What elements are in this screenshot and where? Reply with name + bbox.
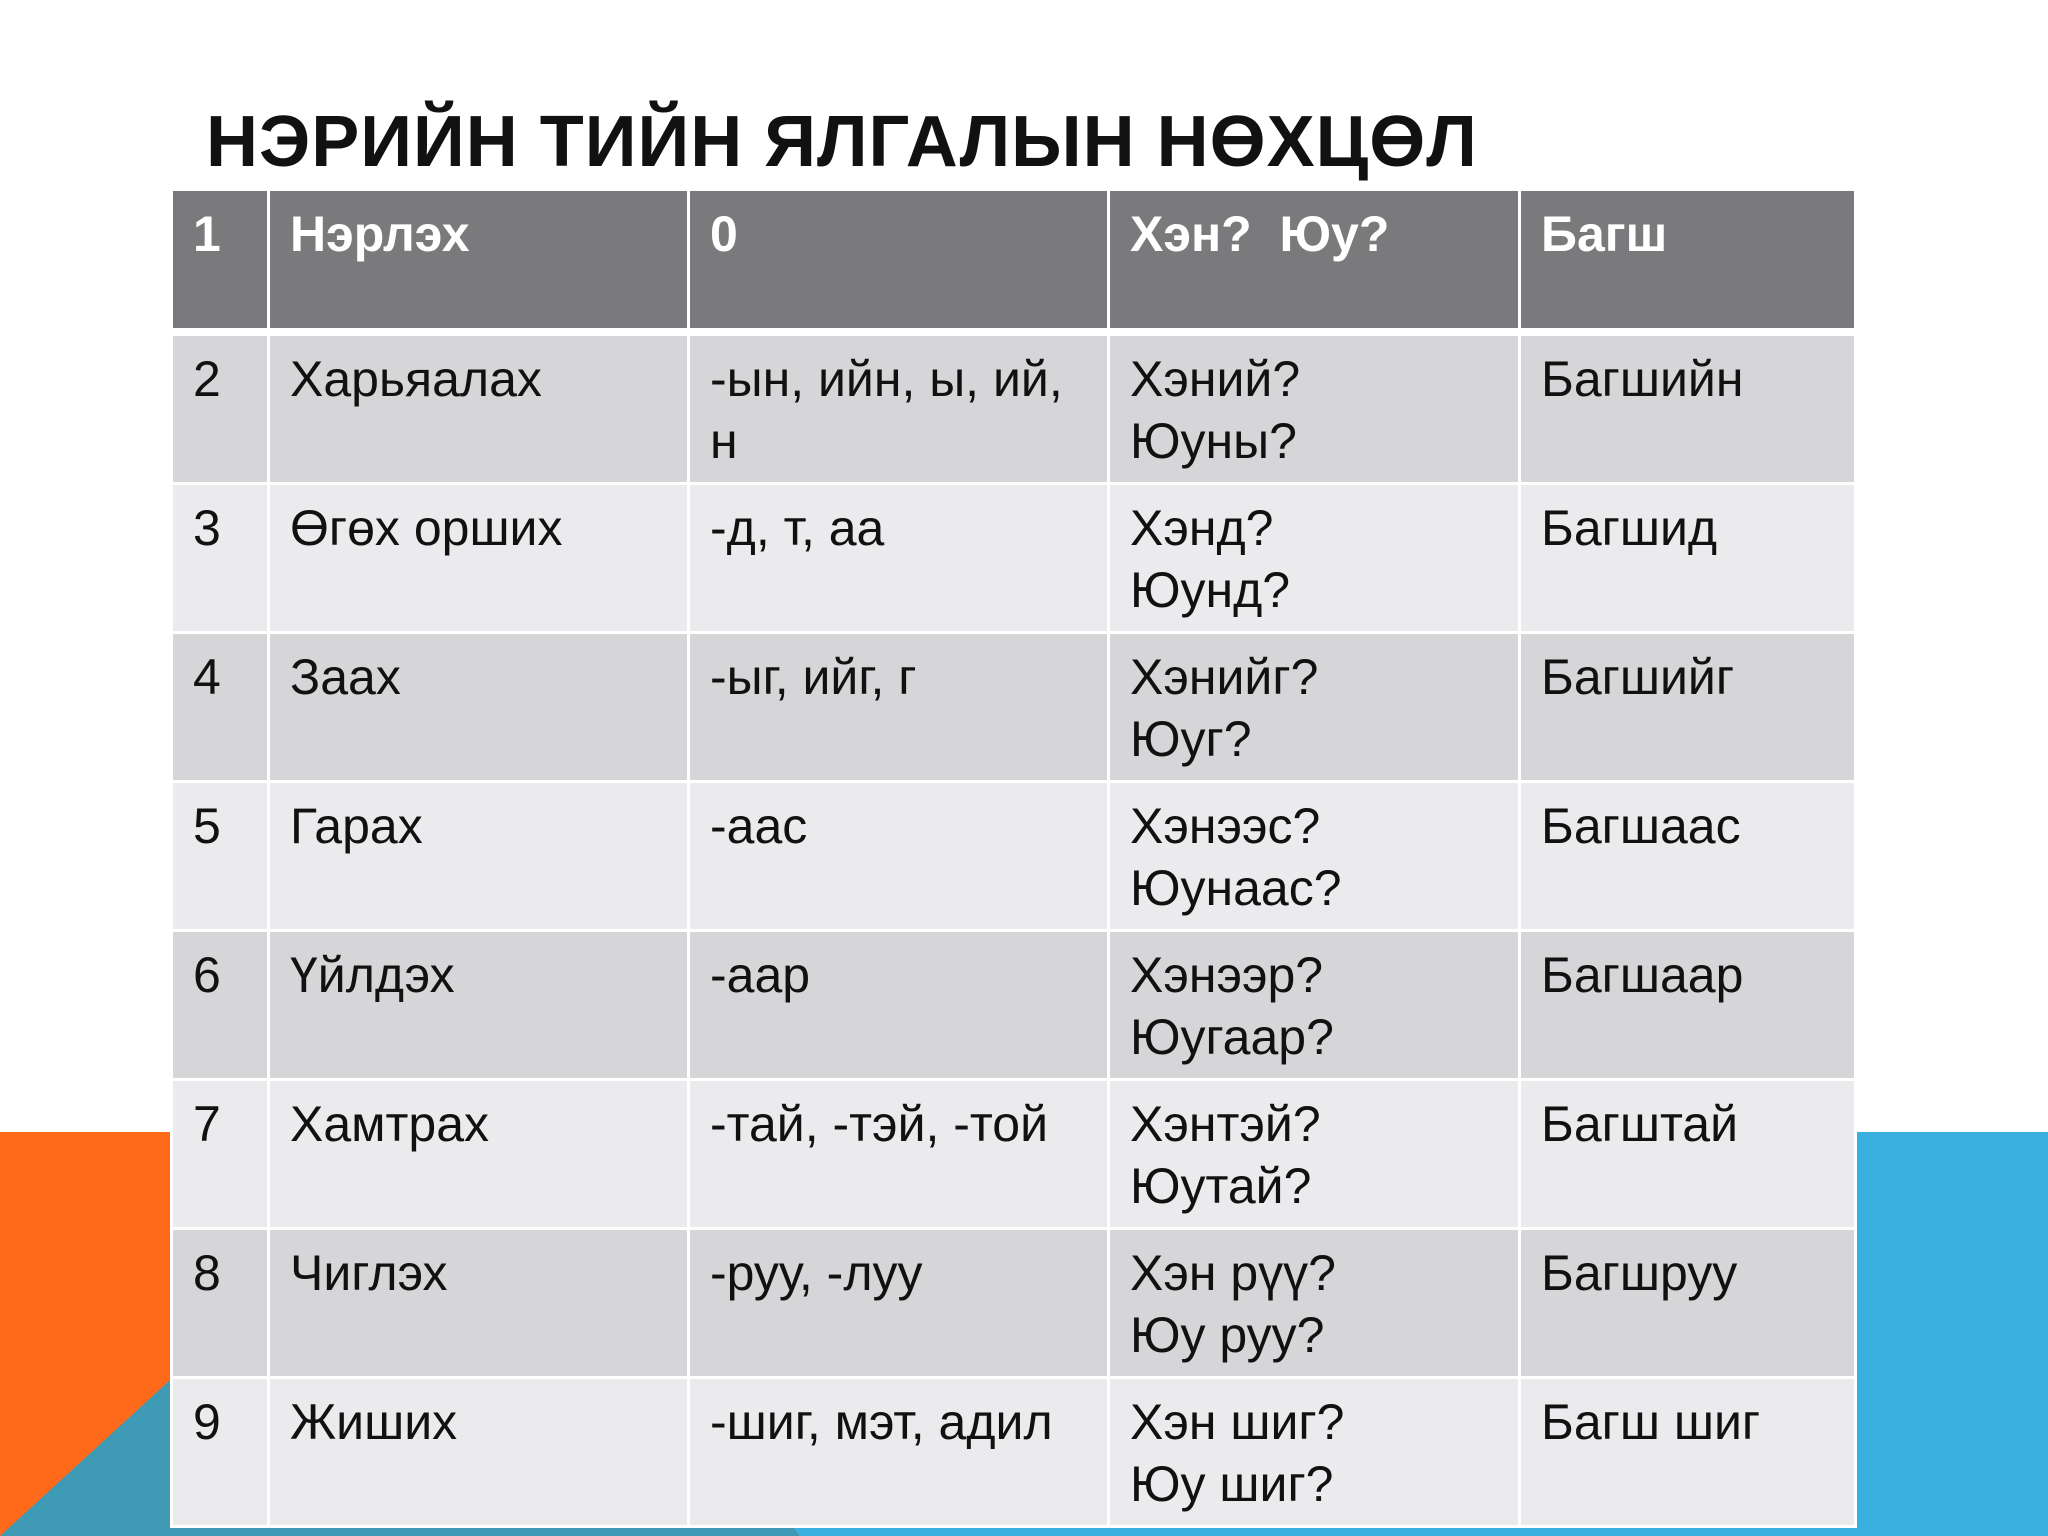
- question-what: Юу руу?: [1130, 1306, 1325, 1363]
- row-num: 5: [172, 781, 269, 930]
- table-row: [172, 1377, 1856, 1526]
- row-question: [1109, 930, 1520, 1079]
- row-num: 8: [172, 1228, 269, 1377]
- row-question: [1109, 1228, 1520, 1377]
- row-suffix: -аар: [689, 930, 1109, 1079]
- row-question: [1109, 332, 1520, 484]
- row-case: Харьяалах: [269, 332, 689, 484]
- question-who: Хэнтэй?: [1130, 1095, 1321, 1152]
- row-suffix: -ыг, ийг, г: [689, 632, 1109, 781]
- question-who: Хэнээр?: [1130, 946, 1324, 1003]
- row-question: [1109, 632, 1520, 781]
- question-what: Юунд?: [1130, 561, 1291, 618]
- row-example: Багшид: [1520, 483, 1856, 632]
- table-row: [172, 781, 1856, 930]
- row-example: Багшаар: [1520, 930, 1856, 1079]
- row-question: [1109, 1377, 1520, 1526]
- row-example: Багш шиг: [1520, 1377, 1856, 1526]
- table-header-row: [172, 190, 1856, 332]
- question-who: Хэнд?: [1130, 499, 1274, 556]
- header-num: 1: [172, 190, 269, 332]
- question-what: Юутай?: [1130, 1157, 1312, 1214]
- row-num: 4: [172, 632, 269, 781]
- table-row: [172, 483, 1856, 632]
- row-case: Хамтрах: [269, 1079, 689, 1228]
- row-num: 2: [172, 332, 269, 484]
- blue-accent-shape: [1854, 1132, 2048, 1536]
- header-suffix: 0: [689, 190, 1109, 332]
- row-example: Багшаас: [1520, 781, 1856, 930]
- question-who: Хэнээс?: [1130, 797, 1321, 854]
- table-row: [172, 332, 1856, 484]
- row-example: Багшийн: [1520, 332, 1856, 484]
- header-question: Хэн? Юу?: [1109, 190, 1520, 332]
- row-num: 9: [172, 1377, 269, 1526]
- question-what: Юугаар?: [1130, 1008, 1334, 1065]
- row-suffix: -тай, -тэй, -той: [689, 1079, 1109, 1228]
- row-suffix: -аас: [689, 781, 1109, 930]
- row-case: Чиглэх: [269, 1228, 689, 1377]
- header-example: Багш: [1520, 190, 1856, 332]
- case-suffix-table: [170, 188, 1857, 1528]
- row-question: [1109, 1079, 1520, 1228]
- row-example: Багшийг: [1520, 632, 1856, 781]
- row-num: 3: [172, 483, 269, 632]
- question-what: Юу шиг?: [1130, 1455, 1334, 1512]
- header-case: Нэрлэх: [269, 190, 689, 332]
- row-case: Заах: [269, 632, 689, 781]
- row-question: [1109, 781, 1520, 930]
- row-suffix: -д, т, аа: [689, 483, 1109, 632]
- question-who: Хэнийг?: [1130, 648, 1319, 705]
- table-row: [172, 1228, 1856, 1377]
- row-case: Үйлдэх: [269, 930, 689, 1079]
- row-question: [1109, 483, 1520, 632]
- row-example: Багшруу: [1520, 1228, 1856, 1377]
- row-suffix: -ын, ийн, ы, ий, н: [689, 332, 1109, 484]
- row-case: Жиших: [269, 1377, 689, 1526]
- table-row: [172, 1079, 1856, 1228]
- question-who: Хэн рүү?: [1130, 1244, 1336, 1301]
- row-suffix: -шиг, мэт, адил: [689, 1377, 1109, 1526]
- question-what: Юуны?: [1130, 412, 1297, 469]
- row-suffix: -руу, -луу: [689, 1228, 1109, 1377]
- row-num: 6: [172, 930, 269, 1079]
- row-example: Багштай: [1520, 1079, 1856, 1228]
- slide-title: НЭРИЙН ТИЙН ЯЛГАЛЫН НӨХЦӨЛ: [206, 102, 1478, 182]
- question-who: Хэн шиг?: [1130, 1393, 1345, 1450]
- table-row: [172, 930, 1856, 1079]
- question-what: Юуг?: [1130, 710, 1252, 767]
- row-num: 7: [172, 1079, 269, 1228]
- row-case: Гарах: [269, 781, 689, 930]
- question-who: Хэний?: [1130, 350, 1301, 407]
- table-row: [172, 632, 1856, 781]
- question-what: Юунаас?: [1130, 859, 1342, 916]
- row-case: Өгөх орших: [269, 483, 689, 632]
